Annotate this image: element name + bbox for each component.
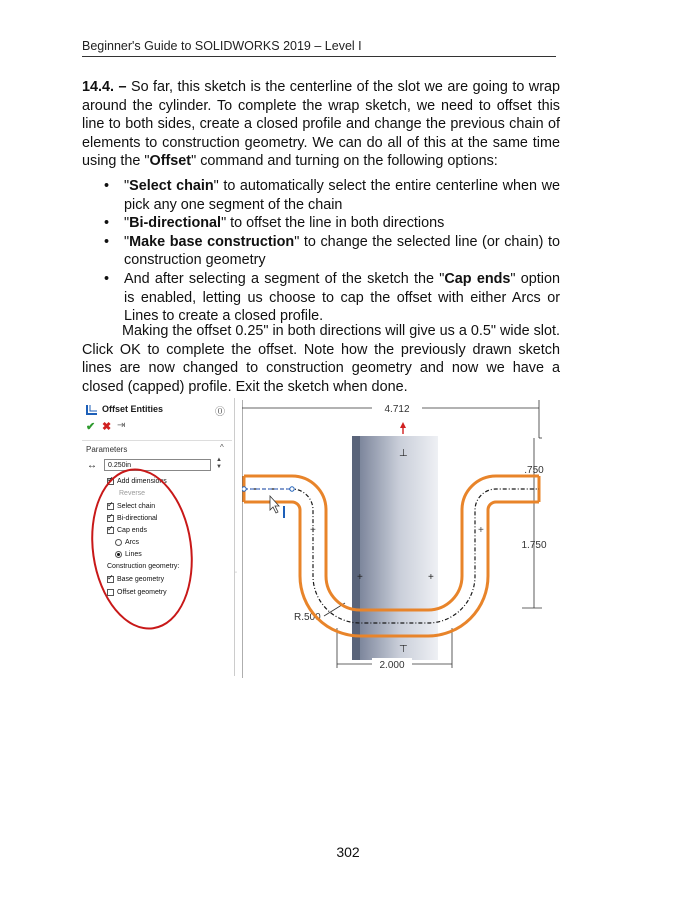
pushpin-icon[interactable]: ⇥: [117, 420, 126, 431]
bullet-text: ": [124, 233, 130, 250]
bullet-dot: •: [104, 215, 110, 232]
center-mark-icon: +: [478, 525, 484, 536]
command-name: Offset: [149, 153, 192, 170]
divider: [82, 440, 232, 441]
red-arrow-head-icon: [400, 422, 406, 428]
option-label: Base geometry: [117, 576, 165, 583]
ok-check-icon[interactable]: ✔: [86, 421, 96, 433]
option-label: Cap ends: [117, 527, 147, 534]
paragraph-text: So far, this sketch is the centerline of the slot we are going to wrap around the cylinder. To complete the wrap sketch, we need to offset this line to both sides, create a closed profile and change the previous chain of elements to construction geometry. We can do all of this at the same time using the ": [82, 79, 560, 170]
bullet-item: [100, 270, 560, 326]
bullet-text: " to automatically select the entire centerline when we pick any one segment of the chain: [124, 178, 560, 213]
page-number: 302: [336, 844, 360, 860]
center-mark-icon: +: [428, 572, 434, 583]
paragraph-text: Making the offset 0.25" in both directions will give us a 0.5" wide slot. Click OK to complete the offset. Note how the previously drawn sketch lines are now changed to construction geometry and now we have a closed (capped) profile. Exit the sketch when done.: [82, 323, 560, 395]
bullet-text: And after selecting a segment of the sketch the ": [124, 270, 445, 287]
bullet-text: " to change the selected line (or chain) to construction geometry: [124, 233, 560, 269]
cancel-x-icon[interactable]: ✖: [102, 421, 112, 433]
dimension-height-small: .750: [524, 465, 544, 476]
dimension-width-bottom: 2.000: [379, 660, 405, 671]
property-manager-title: Offset Entities: [102, 404, 164, 414]
highlight-ellipse: [81, 462, 203, 636]
paragraph-step: [82, 78, 560, 171]
option-label: Add dimensions: [117, 478, 167, 485]
bullet-bold: Make base construction: [129, 233, 295, 250]
bullet-text: ": [124, 215, 130, 232]
origin-mark-icon: ⊥: [399, 448, 408, 459]
header-title: Beginner's Guide to SOLIDWORKS 2019 – Level I: [82, 39, 362, 53]
bullet-bold: Select chain: [129, 178, 214, 194]
endpoint-marker: [242, 487, 246, 491]
cylinder-face: [352, 436, 438, 660]
bullet-text: ": [124, 178, 130, 194]
option-label: Reverse: [119, 490, 146, 497]
mouse-cursor-icon: [270, 496, 279, 513]
sketch-graphics: [242, 398, 578, 680]
endpoint-marker: [290, 487, 294, 491]
dimension-width-top: 4.712: [384, 404, 410, 415]
bullet-bold: Cap ends: [444, 270, 511, 287]
dimension-radius: R.500: [294, 612, 321, 623]
bullet-bold: Bi-directional: [129, 215, 222, 232]
offset-distance-icon: ↔: [87, 460, 97, 471]
paragraph-offset: [82, 322, 560, 396]
option-label: Offset geometry: [117, 589, 167, 596]
paragraph-text: " command and turning on the following options:: [191, 153, 498, 170]
option-label: Lines: [125, 551, 142, 558]
offset-distance-input[interactable]: 0.250in: [104, 459, 211, 471]
center-mark-icon: +: [357, 572, 363, 583]
bullet-text: " option is enabled, letting us choose to cap the offset with either Arcs or Lines to create a closed profile.: [124, 270, 560, 325]
option-label: Construction geometry:: [107, 563, 180, 570]
cylinder-edge: [352, 436, 360, 660]
bullet-dot: •: [104, 270, 110, 287]
spin-arrows-icon[interactable]: ▲ ▼: [216, 457, 222, 470]
bullet-dot: •: [104, 178, 110, 194]
option-label: Bi-directional: [117, 515, 158, 522]
option-label: Arcs: [125, 539, 139, 546]
option-label: Select chain: [117, 503, 156, 510]
collapse-caret-icon[interactable]: ^: [220, 443, 224, 452]
running-header: [82, 39, 556, 57]
center-mark-icon: +: [310, 525, 316, 536]
help-icon[interactable]: ⓪: [215, 407, 225, 418]
bullet-text: " to offset the line in both directions: [221, 215, 445, 232]
figure-offset-screenshot: [82, 398, 578, 680]
parameters-section-header[interactable]: Parameters: [86, 445, 128, 454]
dimension-height-large: 1.750: [521, 540, 547, 551]
option-bullet-list: [100, 177, 560, 326]
step-number: 14.4. –: [82, 79, 127, 95]
panel-grip-icon[interactable]: ◦: [235, 570, 238, 576]
origin-mark-icon: ⊤: [399, 644, 408, 655]
bullet-item: [100, 233, 560, 270]
offset-entities-icon: [85, 403, 99, 421]
bullet-item: [100, 177, 560, 214]
bullet-dot: •: [104, 233, 110, 250]
offset-property-manager: [82, 398, 232, 680]
bullet-item: [100, 214, 560, 233]
panel-border: [234, 398, 238, 676]
